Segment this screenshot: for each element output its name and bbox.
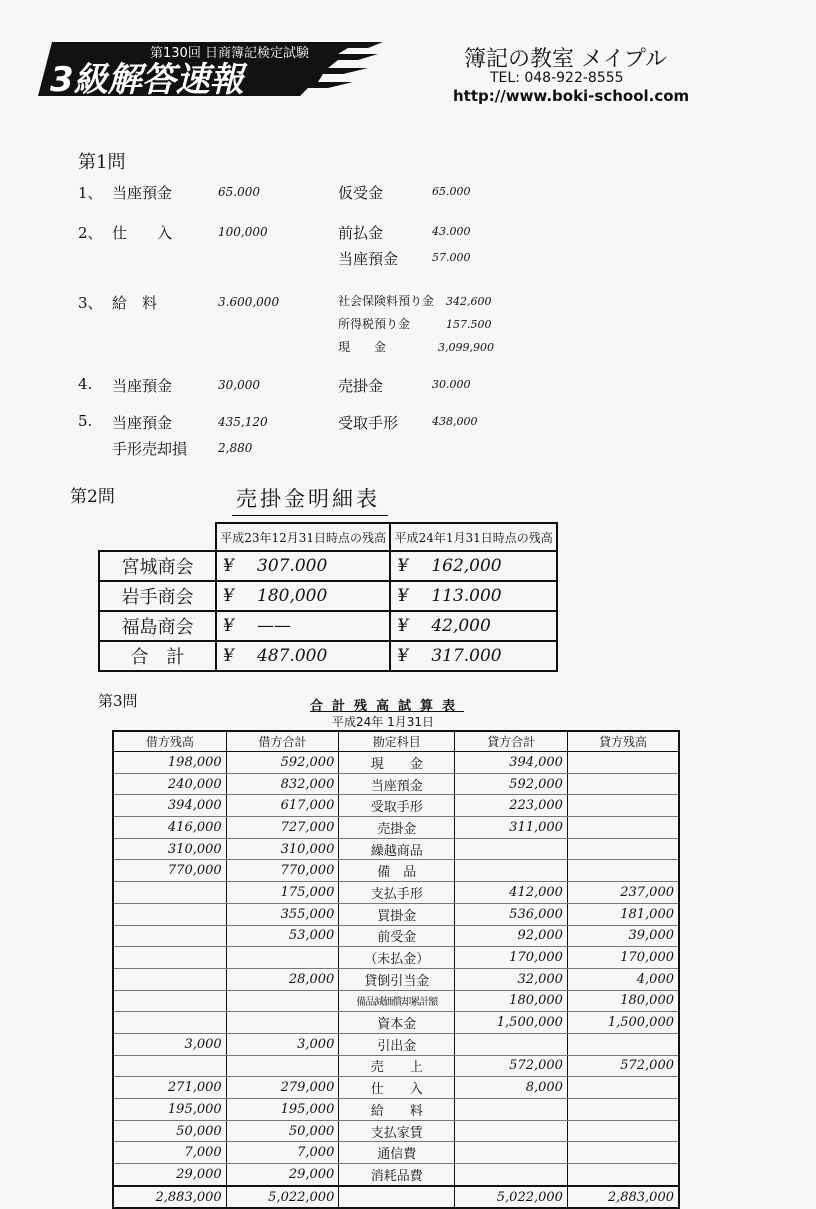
tb-header: 貸方合計 (455, 731, 568, 752)
tb-amount (226, 1012, 339, 1034)
tb-amount: 310,000 (113, 838, 226, 860)
tb-amount (567, 1033, 679, 1055)
tb-amount: 195,000 (113, 1099, 226, 1121)
yen-sign: ¥ (223, 616, 234, 636)
ar-customer: 宮城商会 (99, 551, 216, 581)
tb-account: 通信費 (339, 1142, 455, 1164)
yen-sign: ¥ (223, 646, 234, 666)
ar-balance-dec (216, 641, 390, 671)
school-url[interactable]: http://www.boki-school.com (453, 87, 690, 105)
tb-row (113, 925, 679, 947)
entry-number: 2、 (78, 224, 103, 242)
tb-amount: 4,000 (567, 968, 679, 990)
tb-amount (455, 1099, 568, 1121)
tb-amount (455, 838, 568, 860)
tb-amount: 198,000 (113, 752, 226, 774)
ar-balance-jan (390, 611, 557, 641)
ar-value: 487.000 (257, 646, 328, 666)
tb-header: 借方残高 (113, 731, 226, 752)
tb-account: 支払家賃 (339, 1120, 455, 1142)
tb-amount (226, 1055, 339, 1077)
credit-account: 所得税預り金 (338, 317, 411, 331)
tb-account: 貸倒引当金 (339, 968, 455, 990)
q1-heading: 第1問 (78, 152, 126, 173)
tb-amount: 3,000 (113, 1033, 226, 1055)
tb-amount: 617,000 (226, 795, 339, 817)
tb-header: 貸方残高 (567, 731, 679, 752)
debit-account: 仕 入 (112, 224, 173, 242)
tb-amount (567, 795, 679, 817)
ar-value: 113.000 (431, 586, 502, 606)
tb-amount: 237,000 (567, 882, 679, 904)
tb-account: 前受金 (339, 925, 455, 947)
tb-row (113, 1142, 679, 1164)
tb-account: 当座預金 (339, 773, 455, 795)
debit-amount: 30,000 (218, 378, 260, 392)
ar-balance-jan (390, 581, 557, 611)
school-name: 簿記の教室 メイプル (464, 47, 668, 72)
tb-amount (226, 990, 339, 1012)
ar-customer: 岩手商会 (99, 581, 216, 611)
debit-amount: 65.000 (218, 185, 260, 199)
debit-amount: 100,000 (218, 225, 268, 239)
tb-account: 仕 入 (339, 1077, 455, 1099)
credit-account: 当座預金 (338, 250, 399, 268)
tb-total: 2,883,000 (113, 1186, 226, 1209)
tb-amount: 572,000 (567, 1055, 679, 1077)
tb-amount: 832,000 (226, 773, 339, 795)
q3-title: 合計残高試算表 (310, 699, 465, 714)
tb-amount: 1,500,000 (567, 1012, 679, 1034)
tb-amount (567, 838, 679, 860)
tb-amount (455, 1120, 568, 1142)
tb-row (113, 1055, 679, 1077)
tb-amount: 416,000 (113, 817, 226, 839)
tb-amount (455, 860, 568, 882)
credit-account: 社会保険料預り金 (338, 294, 435, 308)
credit-amount: 438,000 (432, 415, 478, 428)
debit-account: 当座預金 (112, 414, 173, 432)
ar-balance-jan (390, 551, 557, 581)
school-tel: TEL: 048-922-8555 (490, 70, 624, 86)
yen-sign: ¥ (397, 616, 409, 636)
tb-amount: 355,000 (226, 903, 339, 925)
tb-amount (567, 817, 679, 839)
tb-header: 借方合計 (226, 731, 339, 752)
tb-row (113, 773, 679, 795)
ar-value: 180,000 (257, 586, 328, 606)
tb-row (113, 903, 679, 925)
tb-account: 受取手形 (339, 795, 455, 817)
ar-value: 317.000 (431, 646, 502, 666)
tb-account: 備 品 (339, 860, 455, 882)
ar-value: 162,000 (431, 556, 502, 576)
debit-amount: 2,880 (218, 441, 253, 455)
tb-row (113, 990, 679, 1012)
ar-col2-header: 平成24年1月31日時点の残高 (390, 523, 557, 551)
ar-customer: 福島商会 (99, 611, 216, 641)
ar-balance-dec (216, 551, 390, 581)
tb-row (113, 795, 679, 817)
tb-account: 資本金 (339, 1012, 455, 1034)
tb-amount (567, 1077, 679, 1099)
tb-account: 給 料 (339, 1099, 455, 1121)
tb-row (113, 1012, 679, 1034)
ar-row (99, 611, 557, 641)
tb-amount: 53,000 (226, 925, 339, 947)
tb-amount: 240,000 (113, 773, 226, 795)
exam-banner (38, 40, 383, 100)
trial-balance-table (112, 730, 680, 1209)
yen-sign: ¥ (223, 556, 234, 576)
tb-amount: 180,000 (567, 990, 679, 1012)
credit-account: 現 金 (338, 340, 387, 354)
accounts-receivable-table (98, 522, 558, 672)
tb-amount: 175,000 (226, 882, 339, 904)
tb-amount: 195,000 (226, 1099, 339, 1121)
tb-amount: 3,000 (226, 1033, 339, 1055)
tb-amount: 7,000 (113, 1142, 226, 1164)
tb-amount (455, 1164, 568, 1186)
entry-number: 1、 (78, 184, 103, 202)
tb-account: 現 金 (339, 752, 455, 774)
ar-customer: 合 計 (99, 641, 216, 671)
tb-amount: 180,000 (455, 990, 568, 1012)
credit-amount: 342,600 (446, 295, 492, 308)
debit-account: 当座預金 (112, 184, 173, 202)
tb-amount (567, 752, 679, 774)
tb-amount: 727,000 (226, 817, 339, 839)
tb-amount (455, 1142, 568, 1164)
tb-row (113, 947, 679, 969)
entry-number: 5. (78, 412, 93, 430)
tb-total: 5,022,000 (455, 1186, 568, 1209)
tb-amount: 32,000 (455, 968, 568, 990)
tb-row (113, 882, 679, 904)
credit-account: 売掛金 (338, 377, 384, 395)
tb-header: 勘定科目 (339, 731, 455, 752)
yen-sign: ¥ (397, 556, 409, 576)
tb-row (113, 1164, 679, 1186)
debit-account: 給 料 (112, 294, 158, 312)
ar-value: —— (257, 616, 291, 636)
yen-sign: ¥ (397, 586, 409, 606)
tb-amount (567, 1164, 679, 1186)
ar-balance-jan (390, 641, 557, 671)
tb-amount: 92,000 (455, 925, 568, 947)
tb-amount (113, 882, 226, 904)
tb-row (113, 1120, 679, 1142)
tb-amount: 28,000 (226, 968, 339, 990)
tb-amount (567, 1099, 679, 1121)
tb-amount (567, 1120, 679, 1142)
entry-number: 3、 (78, 294, 103, 312)
tb-row (113, 1033, 679, 1055)
debit-account: 手形売却損 (112, 440, 188, 458)
q2-heading: 第2問 (70, 487, 115, 507)
tb-amount: 394,000 (455, 752, 568, 774)
tb-amount (113, 1012, 226, 1034)
tb-row (113, 838, 679, 860)
tb-row (113, 817, 679, 839)
tb-amount: 592,000 (226, 752, 339, 774)
tb-account: 備品減価償却累計額 (339, 990, 455, 1012)
ar-value: 307.000 (257, 556, 328, 576)
tb-amount (567, 1142, 679, 1164)
tb-account: 売 上 (339, 1055, 455, 1077)
ar-balance-dec (216, 611, 390, 641)
tb-amount: 770,000 (226, 860, 339, 882)
ar-row (99, 641, 557, 671)
tb-amount (113, 990, 226, 1012)
ar-col1-header: 平成23年12月31日時点の残高 (216, 523, 390, 551)
banner-title: 3級解答速報 (50, 60, 244, 100)
tb-amount: 170,000 (455, 947, 568, 969)
debit-amount: 435,120 (218, 415, 268, 429)
q2-title: 売掛金明細表 (232, 483, 388, 516)
yen-sign: ¥ (223, 586, 234, 606)
q3-heading: 第3問 (98, 692, 138, 710)
debit-account: 当座預金 (112, 377, 173, 395)
tb-account: （未払金） (339, 947, 455, 969)
tb-account: 買掛金 (339, 903, 455, 925)
tb-amount: 181,000 (567, 903, 679, 925)
tb-amount: 412,000 (455, 882, 568, 904)
tb-row (113, 1077, 679, 1099)
tb-amount (226, 947, 339, 969)
tb-amount: 29,000 (113, 1164, 226, 1186)
tb-amount: 310,000 (226, 838, 339, 860)
tb-total (339, 1186, 455, 1209)
tb-account: 消耗品費 (339, 1164, 455, 1186)
tb-amount (567, 773, 679, 795)
tb-amount: 271,000 (113, 1077, 226, 1099)
tb-account: 引出金 (339, 1033, 455, 1055)
ar-row (99, 581, 557, 611)
tb-amount (567, 860, 679, 882)
yen-sign: ¥ (397, 646, 409, 666)
tb-row (113, 860, 679, 882)
tb-amount (113, 903, 226, 925)
ar-value: 42,000 (431, 616, 491, 636)
credit-account: 前払金 (338, 224, 384, 242)
tb-amount: 1,500,000 (455, 1012, 568, 1034)
credit-amount: 65.000 (432, 185, 471, 198)
ar-balance-dec (216, 581, 390, 611)
credit-amount: 57.000 (432, 251, 471, 264)
credit-amount: 157.500 (446, 318, 492, 331)
tb-row (113, 968, 679, 990)
credit-amount: 30.000 (432, 378, 471, 391)
tb-amount (113, 925, 226, 947)
tb-amount: 770,000 (113, 860, 226, 882)
tb-account: 繰越商品 (339, 838, 455, 860)
tb-amount: 572,000 (455, 1055, 568, 1077)
tb-amount: 7,000 (226, 1142, 339, 1164)
tb-amount (455, 1033, 568, 1055)
tb-account: 売掛金 (339, 817, 455, 839)
tb-amount: 39,000 (567, 925, 679, 947)
tb-account: 支払手形 (339, 882, 455, 904)
tb-row (113, 752, 679, 774)
tb-total: 2,883,000 (567, 1186, 679, 1209)
credit-amount: 43.000 (432, 225, 471, 238)
tb-totals-row (113, 1186, 679, 1209)
tb-amount (113, 1055, 226, 1077)
tb-total: 5,022,000 (226, 1186, 339, 1209)
credit-account: 仮受金 (338, 184, 384, 202)
tb-amount: 536,000 (455, 903, 568, 925)
debit-amount: 3.600,000 (218, 295, 280, 309)
exam-label: 第130回 日商簿記検定試験 (150, 46, 309, 61)
tb-amount: 8,000 (455, 1077, 568, 1099)
tb-amount (113, 947, 226, 969)
tb-amount: 50,000 (113, 1120, 226, 1142)
entry-number: 4. (78, 375, 93, 393)
ar-row (99, 551, 557, 581)
tb-row (113, 1099, 679, 1121)
tb-amount: 50,000 (226, 1120, 339, 1142)
q3-date: 平成24年 1月31日 (332, 715, 434, 729)
credit-amount: 3,099,900 (438, 341, 494, 354)
tb-amount: 592,000 (455, 773, 568, 795)
tb-amount: 223,000 (455, 795, 568, 817)
tb-amount: 311,000 (455, 817, 568, 839)
tb-amount: 279,000 (226, 1077, 339, 1099)
credit-account: 受取手形 (338, 414, 399, 432)
tb-amount: 394,000 (113, 795, 226, 817)
tb-amount: 170,000 (567, 947, 679, 969)
tb-amount (113, 968, 226, 990)
tb-amount: 29,000 (226, 1164, 339, 1186)
